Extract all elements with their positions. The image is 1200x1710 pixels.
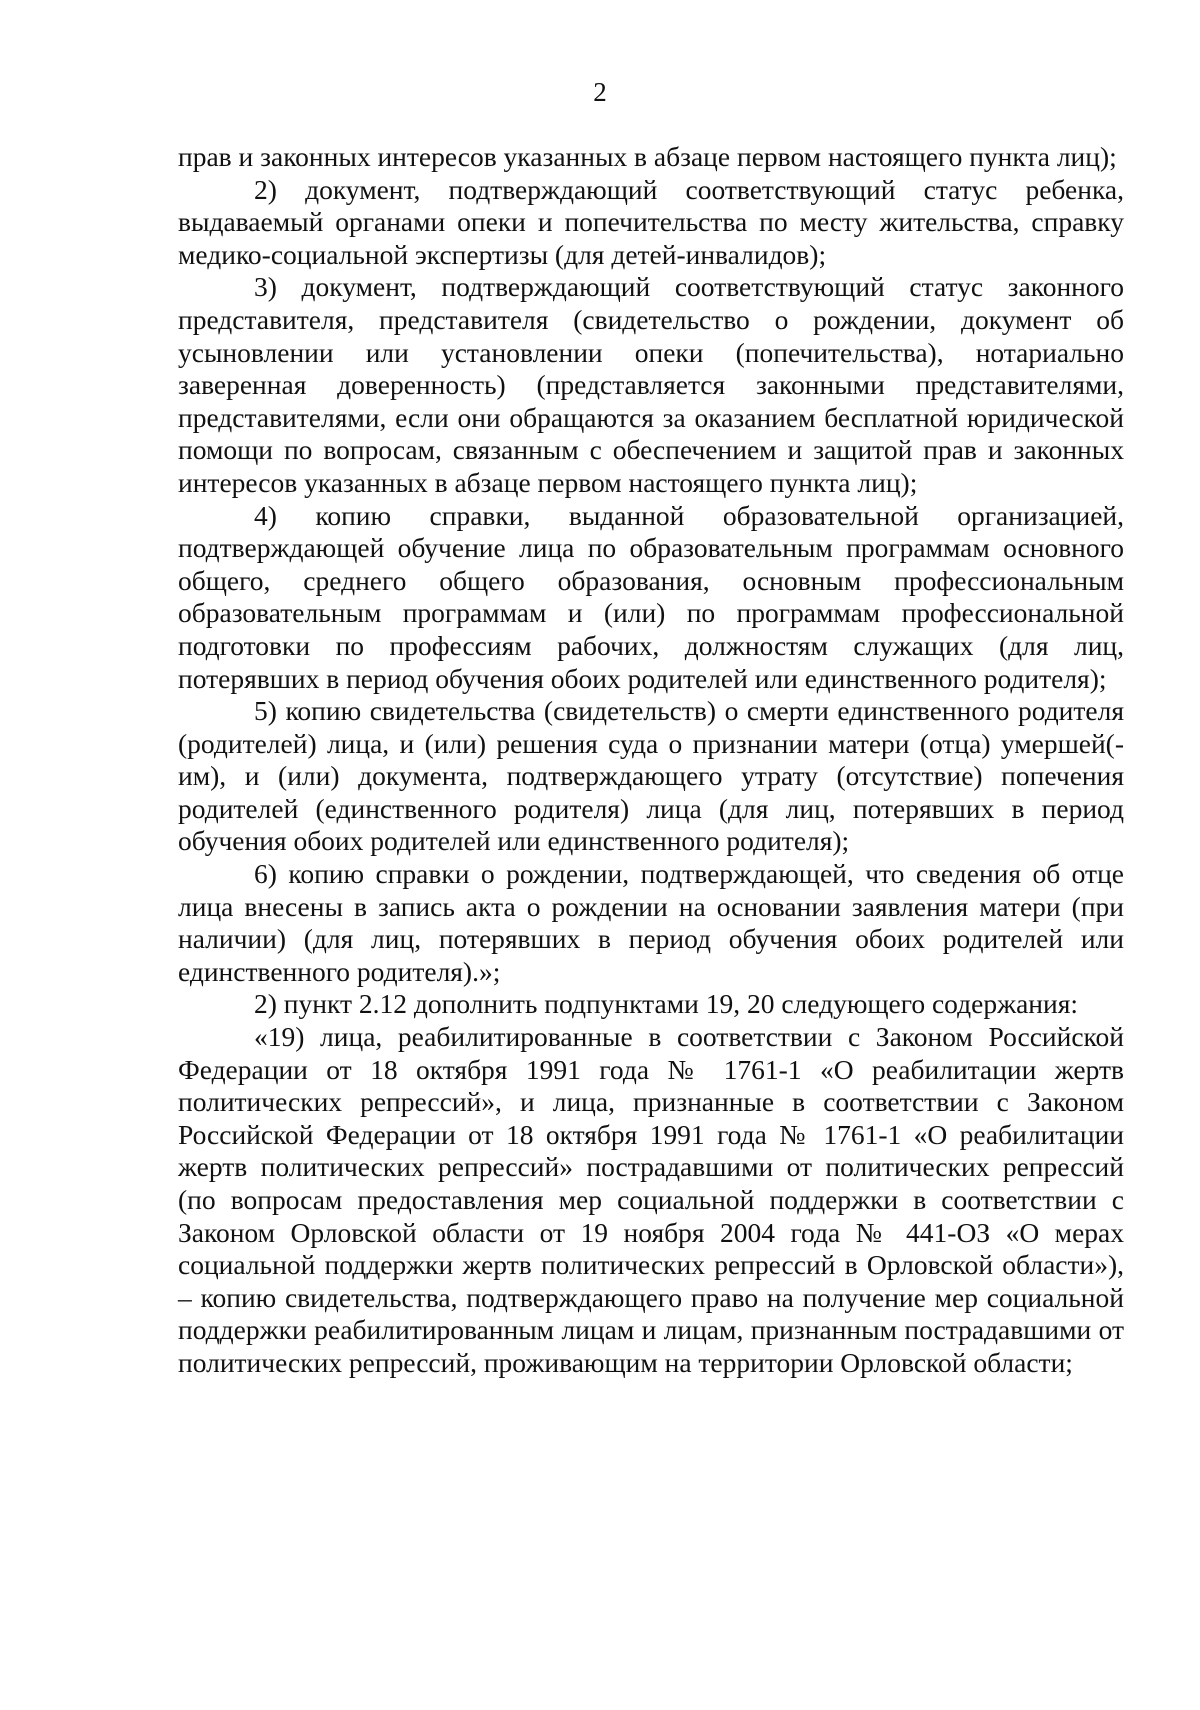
paragraph-item-3: 3) документ, подтверждающий соответствующий статус законного представителя, представителя (свидетельство о рождении, документ об усыновлении или установлении опеки (попечительства), нотариально заверенная доверенность) (представляется законными представителями, представителями, если они обращаются за оказанием бесплатной юридической помощи по вопросам, связанным с обеспечением и защитой прав и законных интересов указанных в абзаце первом настоящего пункта лиц); (178, 271, 1124, 498)
paragraph-item-5: 5) копию свидетельства (свидетельств) о смерти единственного родителя (родителей) лица, и (или) решения суда о признании матери (отца) умершей(-им), и (или) документа, подтверждающего утрату (отсутствие) попечения родителей (единственного родителя) лица (для лиц, потерявших в период обучения обоих родителей или единственного родителя); (178, 695, 1124, 857)
paragraph-subitem-19: «19) лица, реабилитированные в соответствии с Законом Российской Федерации от 18 октября 1991 года № 1761-1 «О реабилитации жертв политических репрессий», и лица, признанные в соответствии с Законом Российской Федерации от 18 октября 1991 года № 1761-1 «О реабилитации жертв политических репрессий» пострадавшими от политических репрессий (по вопросам предоставления мер социальной поддержки в соответствии с Законом Орловской области от 19 ноября 2004 года № 441-ОЗ «О мерах социальной поддержки жертв политических репрессий в Орловской области»), – копию свидетельства, подтверждающего право на получение мер социальной поддержки реабилитированным лицам и лицам, признанным пострадавшими от политических репрессий, проживающим на территории Орловской области; (178, 1021, 1124, 1378)
page-number: 2 (593, 77, 607, 107)
paragraph-item-2: 2) документ, подтверждающий соответствующий статус ребенка, выдаваемый органами опеки и попечительства по месту жительства, справку медико-социальной экспертизы (для детей-инвалидов); (178, 173, 1124, 270)
paragraph-item-4: 4) копию справки, выданной образовательной организацией, подтверждающей обучение лица по образовательным программам основного общего, среднего общего образования, основным профессиональным образовательным программам и (или) по программам профессиональной подготовки по профессиям рабочих, должностям служащих (для лиц, потерявших в период обучения обоих родителей или единственного родителя); (178, 499, 1124, 694)
paragraph-continuation: прав и законных интересов указанных в абзаце первом настоящего пункта лиц); (178, 141, 1117, 172)
paragraph-item-6: 6) копию справки о рождении, подтверждающей, что сведения об отце лица внесены в запись акта о рождении на основании заявления матери (при наличии) (для лиц, потерявших в период обучения обоих родителей или единственного родителя).»; (178, 858, 1124, 987)
paragraph-amendment-2: 2) пункт 2.12 дополнить подпунктами 19, 20 следующего содержания: (254, 988, 1079, 1020)
document-body (178, 141, 1124, 1380)
